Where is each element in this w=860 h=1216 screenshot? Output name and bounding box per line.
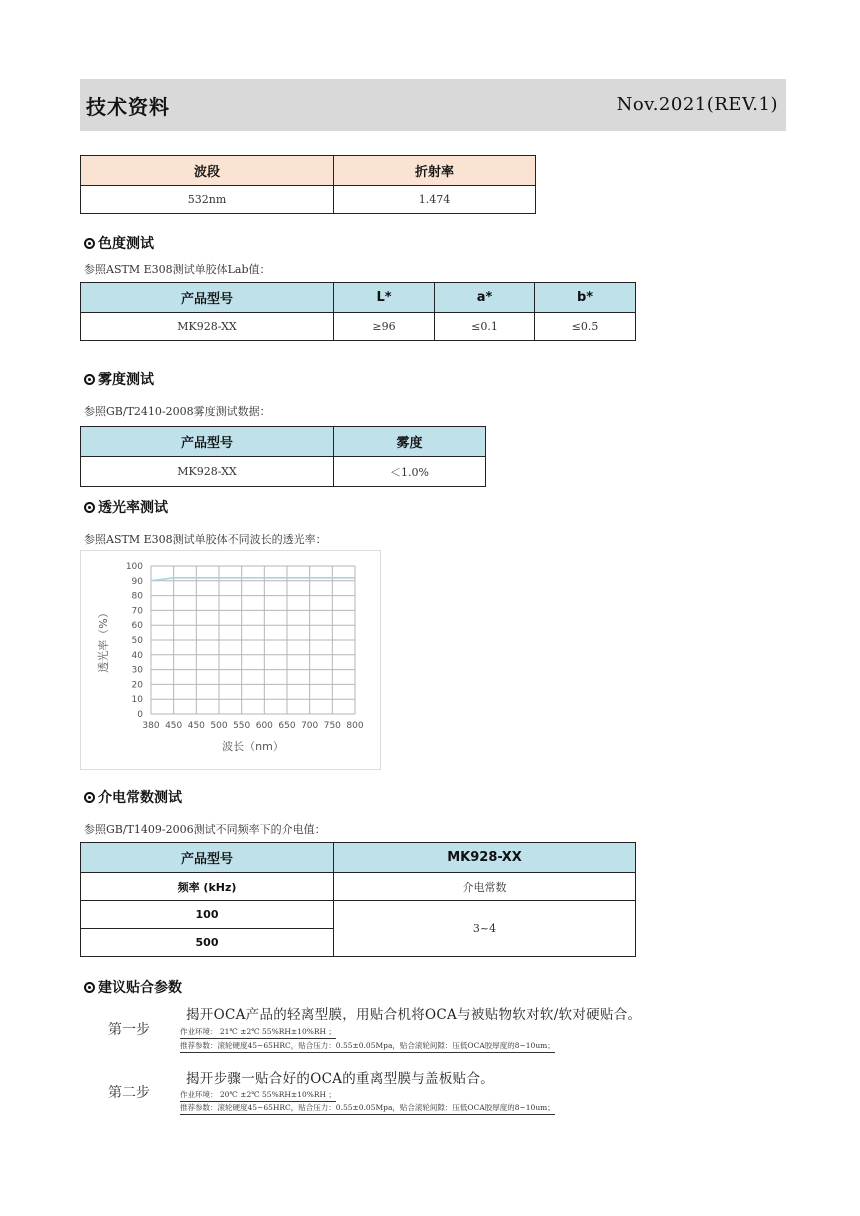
y-tick-label: 60 bbox=[131, 621, 143, 632]
table-header: a* bbox=[435, 283, 535, 313]
section-title: 透光率测试 bbox=[98, 500, 168, 516]
table-cell: 频率 (kHz) bbox=[81, 873, 334, 901]
table-cell: ＜1.0% bbox=[334, 457, 486, 487]
table-cell: 3~4 bbox=[334, 901, 636, 957]
y-tick-label: 100 bbox=[125, 562, 143, 572]
x-tick-label: 600 bbox=[255, 721, 273, 731]
step-instruction: 揭开步骤一贴合好的OCA的重离型膜与盖板贴合。 bbox=[186, 1071, 495, 1087]
table-header: 产品型号 bbox=[81, 843, 334, 873]
step-environment: 作业环境： 21℃ ±2℃ 55%RH±10%RH ； bbox=[180, 1026, 336, 1039]
table-header: 产品型号 bbox=[81, 283, 334, 313]
transmittance-chart bbox=[80, 550, 381, 770]
table-header: MK928-XX bbox=[334, 843, 636, 873]
table-header: 雾度 bbox=[334, 427, 486, 457]
table-cell: 500 bbox=[81, 929, 334, 957]
section-lamination bbox=[84, 977, 182, 997]
table-header: 折射率 bbox=[334, 156, 536, 186]
section-note: 参照GB/T1409-2006测试不同频率下的介电值： bbox=[84, 823, 326, 836]
table-header: b* bbox=[535, 283, 636, 313]
header-band bbox=[80, 79, 786, 131]
section-color-test bbox=[84, 233, 154, 253]
table-cell: MK928-XX bbox=[81, 313, 334, 341]
table-cell: 532nm bbox=[81, 186, 334, 214]
y-tick-label: 20 bbox=[131, 680, 143, 691]
section-haze-test bbox=[84, 369, 154, 389]
bullet-icon bbox=[84, 502, 95, 513]
x-tick-label: 450 bbox=[187, 721, 205, 731]
step-label: 第一步 bbox=[108, 1022, 150, 1038]
section-note: 参照GB/T2410-2008雾度测试数据： bbox=[84, 405, 271, 418]
section-transmittance-test bbox=[84, 497, 168, 517]
haze-table bbox=[80, 426, 486, 487]
step-parameters: 推荐参数：滚轮硬度45~65HRC，贴合压力：0.55±0.05Mpa，贴合滚轮间隙：压低OCA胶厚度的8~10um； bbox=[180, 1040, 555, 1053]
table-header: 产品型号 bbox=[81, 427, 334, 457]
x-tick-label: 550 bbox=[233, 721, 251, 731]
y-tick-label: 50 bbox=[131, 636, 143, 646]
bullet-icon bbox=[84, 982, 95, 993]
table-cell: 1.474 bbox=[334, 186, 536, 214]
section-note: 参照ASTM E308测试单胶体Lab值： bbox=[84, 263, 271, 276]
step-instruction: 揭开OCA产品的轻离型膜，用贴合机将OCA与被贴物软对软/软对硬贴合。 bbox=[186, 1007, 642, 1023]
table-cell: 介电常数 bbox=[334, 873, 636, 901]
table-cell: ≤0.5 bbox=[535, 313, 636, 341]
table-cell: MK928-XX bbox=[81, 457, 334, 487]
y-tick-label: 0 bbox=[137, 710, 143, 720]
revision-date: Nov.2021(REV.1) bbox=[616, 94, 778, 115]
x-tick-label: 700 bbox=[301, 721, 319, 731]
x-tick-label: 500 bbox=[210, 721, 228, 731]
step-parameters: 推荐参数：滚轮硬度45~65HRC，贴合压力：0.55±0.05Mpa，贴合滚轮间隙：压低OCA胶厚度的8~10um； bbox=[180, 1102, 555, 1115]
y-tick-label: 90 bbox=[131, 576, 143, 587]
dielectric-table bbox=[80, 842, 636, 957]
page-title: 技术资料 bbox=[86, 95, 170, 119]
table-header: 波段 bbox=[81, 156, 334, 186]
y-tick-label: 10 bbox=[131, 695, 143, 706]
bullet-icon bbox=[84, 238, 95, 249]
y-tick-label: 40 bbox=[131, 650, 143, 661]
y-tick-label: 80 bbox=[131, 591, 143, 602]
x-tick-label: 380 bbox=[142, 721, 160, 731]
section-title: 色度测试 bbox=[98, 236, 154, 252]
x-tick-label: 750 bbox=[323, 721, 341, 731]
bullet-icon bbox=[84, 374, 95, 385]
table-cell: ≤0.1 bbox=[435, 313, 535, 341]
section-title: 介电常数测试 bbox=[98, 790, 182, 806]
x-axis-label: 波长（nm） bbox=[222, 740, 284, 753]
section-dielectric-test bbox=[84, 787, 182, 807]
color-table bbox=[80, 282, 636, 341]
chart-svg bbox=[81, 551, 380, 769]
refractive-table bbox=[80, 155, 536, 214]
y-tick-label: 30 bbox=[131, 665, 143, 676]
step-label: 第二步 bbox=[108, 1085, 150, 1101]
table-cell: 100 bbox=[81, 901, 334, 929]
y-axis-label: 透光率（%） bbox=[97, 607, 110, 673]
step-environment: 作业环境： 20℃ ±2℃ 55%RH±10%RH ； bbox=[180, 1089, 336, 1102]
section-title: 雾度测试 bbox=[98, 372, 154, 388]
x-tick-label: 450 bbox=[165, 721, 183, 731]
bullet-icon bbox=[84, 792, 95, 803]
table-header: L* bbox=[334, 283, 435, 313]
y-tick-label: 70 bbox=[131, 606, 143, 617]
x-tick-label: 800 bbox=[346, 721, 364, 731]
section-title: 建议贴合参数 bbox=[98, 980, 182, 996]
x-tick-label: 650 bbox=[278, 721, 296, 731]
section-note: 参照ASTM E308测试单胶体不同波长的透光率： bbox=[84, 533, 327, 546]
table-cell: ≥96 bbox=[334, 313, 435, 341]
